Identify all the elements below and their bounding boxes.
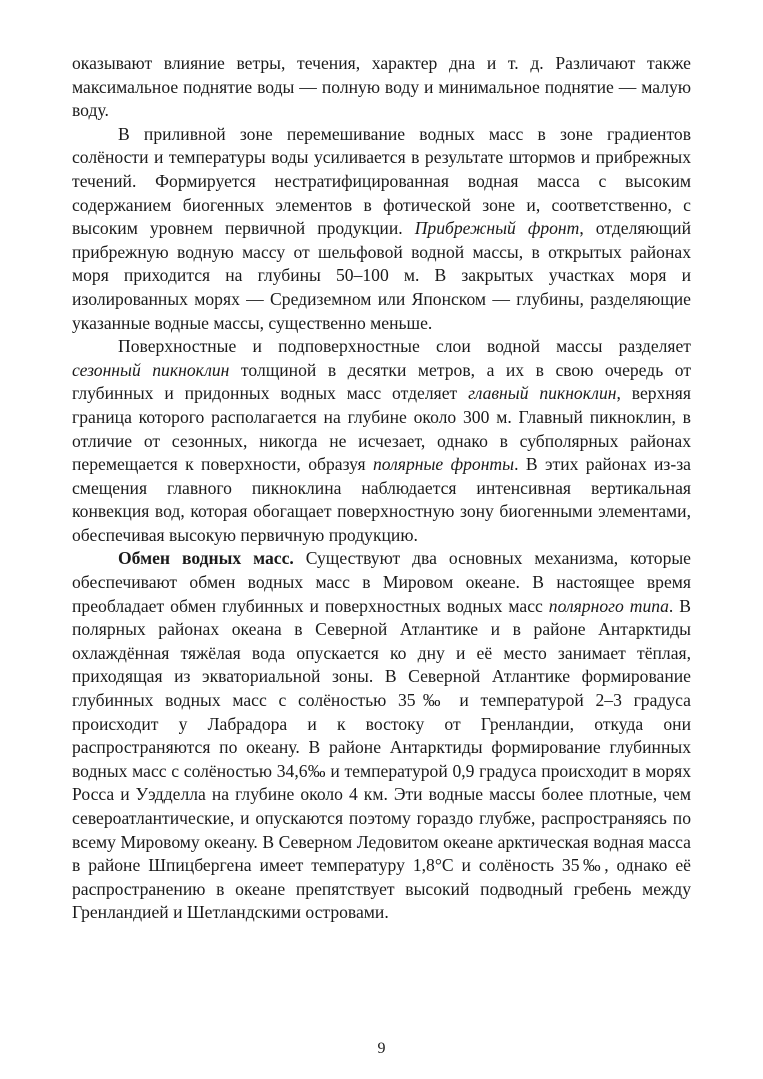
text-run: . В этих районах из-за смещения главного пикноклина наблюдается интенсивная вертикальная конвекция вод, которая обогащает поверхностную зону биогенными элементами, обеспечивая высокую первичную продукцию. xyxy=(72,454,691,545)
italic-term: Прибрежный фронт xyxy=(414,218,580,239)
paragraph-1 xyxy=(72,52,691,123)
text-run: оказывают влияние ветры, течения, характер дна и т. д. Различают также максимальное поднятие воды — полную воду и минимальное поднятие — малую воду. xyxy=(72,53,691,121)
italic-term: полярные фронты xyxy=(372,454,515,475)
text-run: , верхняя граница которого располагается на глубине около 300 м. Главный пикноклин, в отличие от сезонных, никогда не исчезает, однако в субполярных районах перемещается к поверхности, образуя xyxy=(72,383,691,475)
text-run: . В полярных районах океана в Северной Атлантике и в районе Антарктиды охлаждённая тяжёлая вода опускается ко дну и её место занимает тёплая, приходящая из экваториальной зоны. В Северной Атлантике формирование глубинных водных масс с солёностью 35‰ и температурой 2–3 градуса происходит у Лабрадора и к востоку от Гренландии, откуда они распространяются по океану. В районе Антарктиды формирование глубинных водных масс с солёностью 34,6‰ и температурой 0,9 градуса происходит в морях Росса и Уэдделла на глубине около 4 км. Эти водные массы более плотные, чем североатлантические, и опускаются поэтому гораздо глубже, распространяясь по всему Мировому океану. В Северном Ледовитом океане арктическая водная масса в районе Шпицбергена имеет температуру 1,8°С и солёность 35‰, однако её распространению в океане препятствует высокий подводный гребень между Гренландией и Шетландскими островами. xyxy=(72,595,691,923)
text-run: Поверхностные и подповерхностные слои водной массы разделяет xyxy=(118,336,691,357)
page-number: 9 xyxy=(377,1040,386,1057)
italic-term: главный пикноклин xyxy=(468,383,617,404)
paragraph-3 xyxy=(72,335,691,547)
italic-term: сезонный пикноклин xyxy=(72,359,230,380)
italic-term: полярного типа xyxy=(548,595,669,616)
document-page xyxy=(72,52,691,925)
text-run: Существуют два основных механизма, которые обеспечивают обмен водных масс в Мировом океане. В настоящее время преобладает обмен глубинных и поверхностных водных масс xyxy=(72,548,691,616)
text-run: , отделяющий прибрежную водную массу от шельфовой водной массы, в открытых районах моря приходится на глубины 50–100 м. В закрытых участках моря и изолированных морях — Средиземном или Японском — глубины, разделяющие указанные водные массы, существенно меньше. xyxy=(72,218,691,333)
text-run: В приливной зоне перемешивание водных масс в зоне градиентов солёности и температуры воды усиливается в результате штормов и прибрежных течений. Формируется нестратифицированная водная масса с высоким содержанием биогенных элементов в фотической зоне и, соответственно, с высоким уровнем первичной продукции. xyxy=(72,123,691,239)
text-run: толщиной в десятки метров, а их в свою очередь от глубинных и придонных водных масс отделяет xyxy=(72,359,692,404)
paragraph-4 xyxy=(72,547,691,925)
bold-heading: Обмен водных масс. xyxy=(118,548,294,569)
paragraph-2 xyxy=(72,123,691,335)
